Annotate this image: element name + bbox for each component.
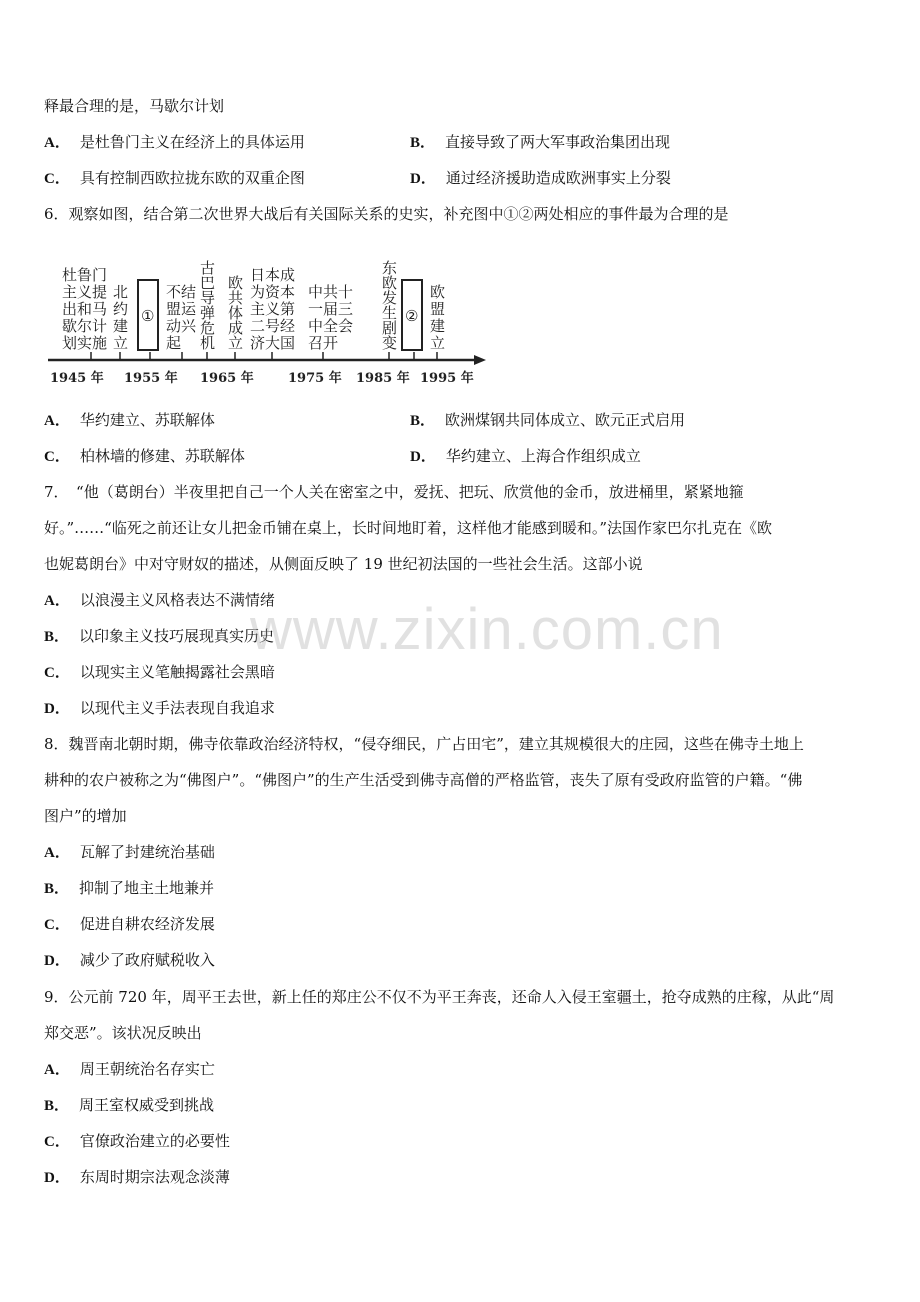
timeline-arrow-icon <box>474 355 486 365</box>
q6-options-row-2 <box>44 446 884 467</box>
timeline-event-text: 动兴 <box>166 317 197 335</box>
q6-options-row-1 <box>44 410 884 431</box>
q5-option-c: C． 具有控制西欧拉拢东欧的双重企图 <box>44 169 305 187</box>
timeline-event-text: 建 <box>430 317 446 335</box>
timeline-event-text: 发 <box>382 289 398 307</box>
q6-option-d: D． 华约建立、上海合作组织成立 <box>410 447 641 465</box>
timeline-event-text: 盟运 <box>166 300 197 318</box>
timeline-event-text: 立 <box>113 334 129 352</box>
timeline-blank-label: ② <box>405 307 419 325</box>
q7-stem-line-1: 7． “他（葛朗台）半夜里把自己一个人关在密室之中，爱抚、把玩、欣赏他的金币，放进桶里，紧紧地箍 <box>44 483 744 501</box>
q8-option-d: D． 减少了政府赋税收入 <box>44 951 215 969</box>
timeline-event-text: 不结 <box>166 283 197 301</box>
timeline-event-text: 济大国 <box>250 334 296 352</box>
timeline-event-text: 中共十 <box>308 283 354 301</box>
timeline-year-label: 1945 年 <box>50 371 104 386</box>
timeline-event-text: 生 <box>382 304 398 322</box>
timeline-event-text: 机 <box>200 334 216 352</box>
q9-option-d: D． 东周时期宗法观念淡薄 <box>44 1168 230 1186</box>
timeline-event-text: 召开 <box>308 334 339 352</box>
timeline-event-text: 体 <box>228 304 244 322</box>
q9-option-b: B． 周王室权威受到挑战 <box>44 1096 215 1114</box>
q6-option-b: B． 欧洲煤钢共同体成立、欧元正式启用 <box>410 411 686 429</box>
timeline-event-text: 歇尔计 <box>62 317 108 335</box>
timeline-year-label: 1985 年 <box>356 371 410 386</box>
timeline-event-text: 主义提 <box>62 283 108 301</box>
timeline-figure <box>40 248 490 396</box>
q8-option-c: C． 促进自耕农经济发展 <box>44 915 215 933</box>
timeline-event-text: 弹 <box>200 304 216 322</box>
timeline-event-text: 中全会 <box>308 317 354 335</box>
q6-option-a: A． 华约建立、苏联解体 <box>44 411 215 429</box>
timeline-event-text: 变 <box>382 334 398 352</box>
timeline-event-text: 划实施 <box>62 334 108 352</box>
timeline-event-text: 立 <box>430 334 446 352</box>
timeline-event-text: 东 <box>382 259 398 277</box>
timeline-event-text: 主义第 <box>250 300 296 318</box>
q9-stem-line-2: 郑交恶”。该状况反映出 <box>44 1024 202 1042</box>
timeline-event-text: 日本成 <box>250 266 296 284</box>
timeline-event-text: 欧 <box>228 274 244 292</box>
timeline-event-text: 导 <box>200 289 216 307</box>
timeline-event-text: 起 <box>166 334 182 352</box>
timeline-event-text: 古 <box>200 259 216 277</box>
q8-stem-line-2: 耕种的农户被称之为“佛图户”。“佛图户”的生产生活受到佛寺高僧的严格监管，丧失了原有受政府监管的户籍。“佛 <box>44 771 803 789</box>
timeline-event-text: 盟 <box>430 300 446 318</box>
timeline-event-text: 北 <box>113 283 129 301</box>
q5-stem-tail: 释最合理的是，马歇尔计划 <box>44 97 225 115</box>
q8-option-b: B． 抑制了地主土地兼并 <box>44 879 215 897</box>
q7-stem-line-2: 好。”……“临死之前还让女儿把金币铺在桌上，长时间地盯着，这样他才能感到暖和。”法国作家巴尔扎克在《欧 <box>44 519 773 537</box>
timeline-year-label: 1975 年 <box>288 371 342 386</box>
timeline-event-text: 为资本 <box>250 283 296 301</box>
timeline-event-text: 共 <box>228 289 244 307</box>
timeline-blank-label: ① <box>141 307 155 325</box>
timeline-event-text: 杜鲁门 <box>62 266 108 284</box>
timeline-year-label: 1995 年 <box>420 371 474 386</box>
timeline-year-label: 1955 年 <box>124 371 178 386</box>
q6-stem: 6．观察如图，结合第二次世界大战后有关国际关系的史实，补充图中①②两处相应的事件最为合理的是 <box>44 205 729 223</box>
q8-stem-line-3: 图户”的增加 <box>44 807 127 825</box>
q9-stem-line-1: 9．公元前 720 年，周平王去世，新上任的郑庄公不仅不为平王奔丧，还命人入侵王室疆土，抢夺成熟的庄稼，从此“周 <box>44 988 835 1006</box>
q7-option-a: A． 以浪漫主义风格表达不满情绪 <box>44 591 275 609</box>
timeline-event-text: 建 <box>113 317 129 335</box>
q7-option-b: B． 以印象主义技巧展现真实历史 <box>44 627 275 645</box>
q9-option-a: A． 周王朝统治名存实亡 <box>44 1060 215 1078</box>
timeline-event-text: 欧 <box>430 283 446 301</box>
q5-option-a: A． 是杜鲁门主义在经济上的具体运用 <box>44 133 305 151</box>
q8-stem-line-1: 8．魏晋南北朝时期，佛寺依靠政治经济特权，“侵夺细民，广占田宅”，建立其规模很大的庄园，这些在佛寺土地上 <box>44 735 804 753</box>
timeline-event-text: 约 <box>113 300 129 318</box>
q5-option-b: B． 直接导致了两大军事政治集团出现 <box>410 133 671 151</box>
timeline-event-text: 成 <box>228 319 244 337</box>
watermark: www.zixin.com.cn <box>250 597 724 662</box>
timeline-event-text: 剧 <box>382 319 398 337</box>
timeline-event-text: 巴 <box>200 274 216 292</box>
timeline-event-text: 危 <box>200 319 216 337</box>
q7-stem-line-3: 也妮葛朗台》中对守财奴的描述，从侧面反映了 19 世纪初法国的一些社会生活。这部小说 <box>44 555 643 573</box>
q6-option-c: C． 柏林墙的修建、苏联解体 <box>44 447 245 465</box>
q7-option-c: C． 以现实主义笔触揭露社会黑暗 <box>44 663 275 681</box>
q5-option-d: D． 通过经济援助造成欧洲事实上分裂 <box>410 169 671 187</box>
q8-option-a: A． 瓦解了封建统治基础 <box>44 843 215 861</box>
timeline-event-text: 二号经 <box>250 317 296 335</box>
timeline-year-label: 1965 年 <box>200 371 254 386</box>
q9-option-c: C． 官僚政治建立的必要性 <box>44 1132 230 1150</box>
timeline-event-text: 欧 <box>382 274 398 292</box>
q5-options-row-1 <box>44 132 884 153</box>
q7-option-d: D． 以现代主义手法表现自我追求 <box>44 699 275 717</box>
timeline-event-text: 一届三 <box>308 300 354 318</box>
q5-options-row-2 <box>44 168 884 189</box>
timeline-event-text: 立 <box>228 334 244 352</box>
timeline-event-text: 出和马 <box>62 300 108 318</box>
